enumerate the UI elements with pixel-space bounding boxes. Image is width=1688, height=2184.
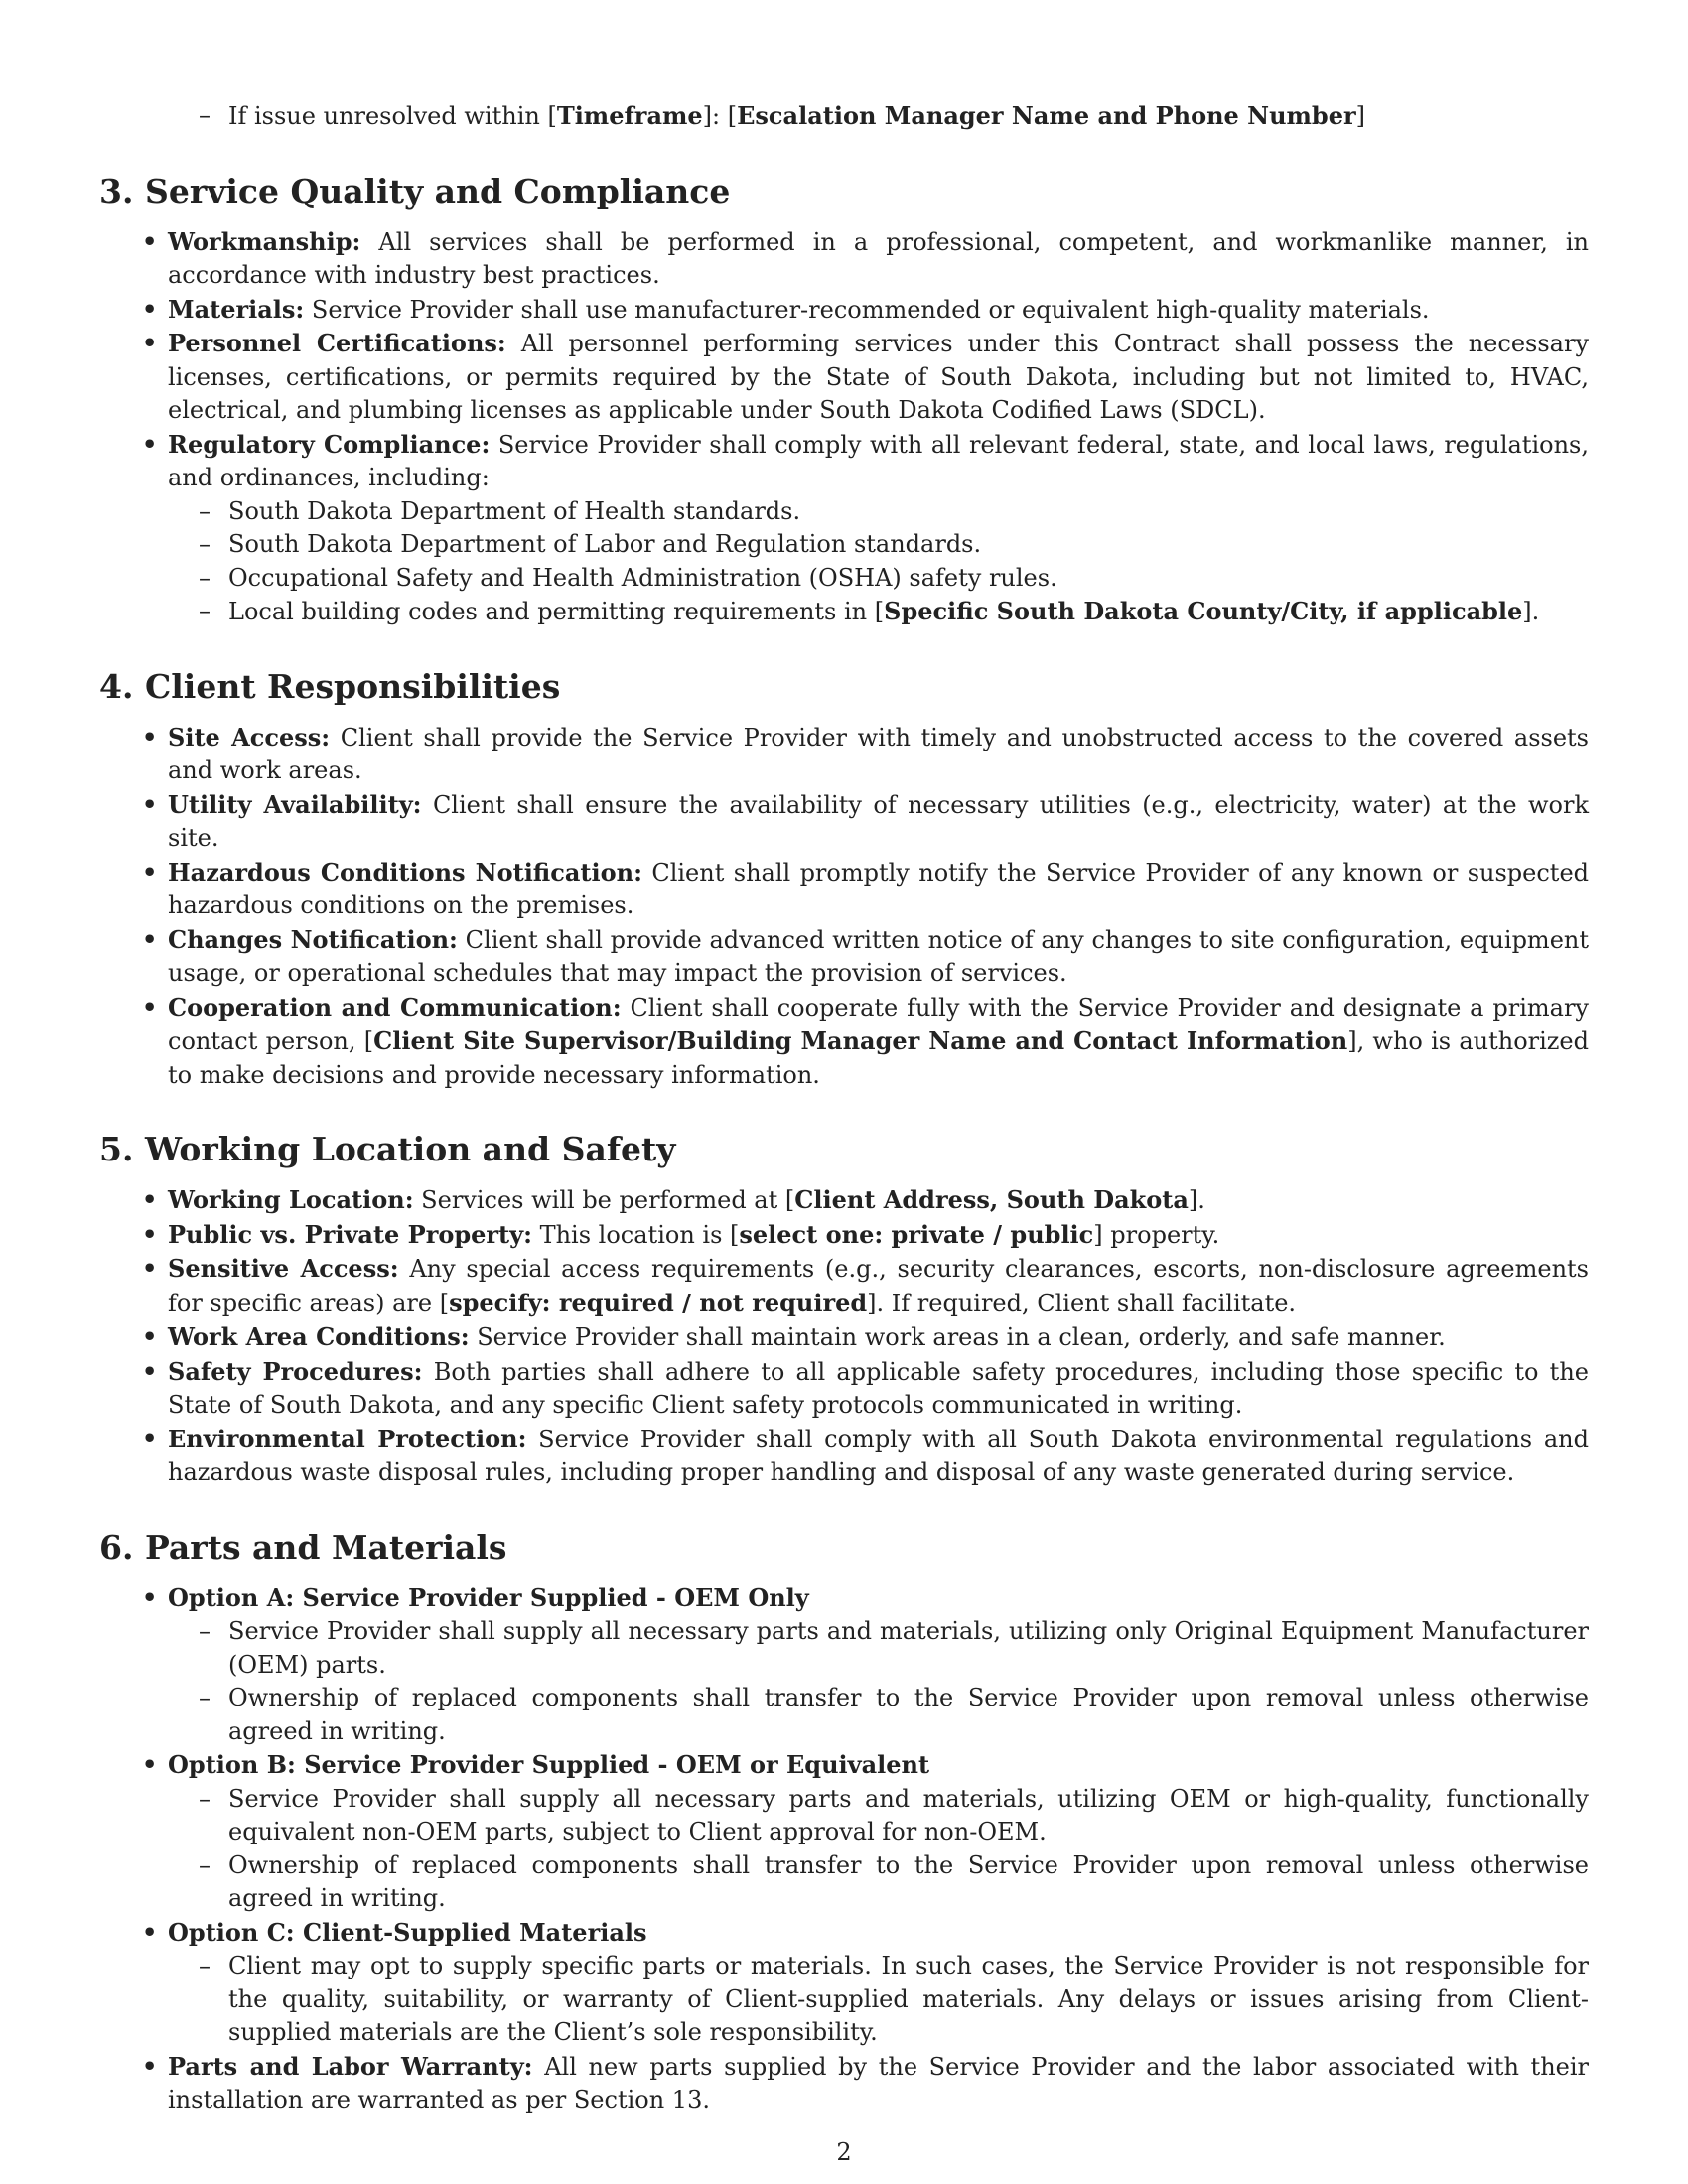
- bullet-marker: •: [142, 226, 158, 256]
- bullet-marker: •: [142, 1322, 158, 1351]
- list-item-utility: • Utility Availability: Client shall ensure the availability of necessary utilities (e.g., electricity, water) at the work site.: [142, 789, 1590, 852]
- bullet-marker: •: [142, 1424, 158, 1453]
- bullet-marker: •: [142, 1356, 158, 1386]
- bullet-marker: •: [142, 722, 158, 751]
- bullet-marker: •: [142, 992, 158, 1022]
- section-6-list: [142, 1581, 1589, 2117]
- list-item-site-access: • Site Access: Client shall provide the Service Provider with timely and unobstructed access to the covered assets and work areas.: [142, 722, 1589, 784]
- bullet-marker: •: [142, 857, 158, 887]
- bullet-marker: •: [142, 1582, 158, 1612]
- list-item-sensitive: • Sensitive Access: Any special access requirements (e.g., security clearances, escorts, non-disclosure agreements for specific areas) are [specify: required / not required]. If required, Client shall facilitate.: [142, 1254, 1589, 1317]
- sub-item: – Service Provider shall supply all necessary parts and materials, utilizing OEM or high-quality, functionally equivalent non-OEM parts, subject to Client approval for non-OEM.: [199, 1784, 1589, 1845]
- list-item-option-c: • Option C: Client-Supplied Materials – Client may opt to supply specific parts or materials. In such cases, the Service Provider is not responsible for the quality, suitability, or warranty of Client-supplied materials. Any delays or issues arising from Client-supplied materials are the Client’s sole responsibility.: [168, 1916, 1589, 2050]
- section-3-list: [142, 225, 1590, 629]
- escalation-sub-item: – If issue unresolved within [Timeframe]: [Escalation Manager Name and Phone Number]: [228, 99, 1589, 134]
- dash-marker: –: [199, 1784, 211, 1813]
- dash-marker: –: [199, 1617, 211, 1645]
- section-6-heading: 6. Parts and Materials: [99, 1527, 507, 1567]
- dash-marker: –: [199, 496, 211, 525]
- list-item-materials: • Materials: Service Provider shall use manufacturer-recommended or equivalent high-quality materials.: [168, 293, 1589, 328]
- bullet-marker: •: [142, 2051, 158, 2081]
- sub-item: – South Dakota Department of Labor and Regulation standards.: [228, 528, 1589, 562]
- section-4-heading: 4. Client Responsibilities: [99, 666, 561, 706]
- option-c-sublist: [199, 1950, 1589, 2050]
- sub-item: – South Dakota Department of Health standards.: [228, 495, 1589, 529]
- bullet-marker: •: [142, 1917, 158, 1947]
- list-item-option-b: • Option B: Service Provider Supplied - OEM or Equivalent – Service Provider shall supply all necessary parts and materials, utilizing OEM or high-quality, functionally equivalent non-OEM parts, subject to Client approval for non-OEM. – Ownership of replaced components shall transfer to the Service Provider upon removal unless otherwise agreed in writing.: [168, 1748, 1589, 1916]
- bullet-marker: •: [142, 924, 158, 954]
- bullet-marker: •: [142, 329, 158, 357]
- bullet-marker: •: [142, 789, 158, 819]
- sub-item: – Ownership of replaced components shall transfer to the Service Provider upon removal unless otherwise agreed in writing.: [199, 1850, 1589, 1912]
- dash-marker: –: [199, 1952, 211, 1979]
- dash-marker: –: [199, 530, 211, 558]
- list-item-hazardous: • Hazardous Conditions Notification: Client shall promptly notify the Service Provider of any known or suspected hazardous conditions on the premises.: [142, 857, 1590, 919]
- option-a-sublist: [199, 1615, 1589, 1748]
- list-item-option-a: • Option A: Service Provider Supplied - OEM Only – Service Provider shall supply all necessary parts and materials, utilizing only Original Equipment Manufacturer (OEM) parts. – Ownership of replaced components shall transfer to the Service Provider upon removal unless otherwise agreed in writing.: [168, 1581, 1589, 1749]
- list-item-regulatory: • Regulatory Compliance: Service Provider shall comply with all relevant federal, state, and local laws, regulations, and ordinances, including: – South Dakota Department of Health standards. – South Dakota Department of Labor and Regulation standards. – Occupational Safety and Health Administration (OSHA) safety rules. – Local building codes and permitting requirements in [Specific South Dakota County/City, if applicable].: [168, 428, 1589, 629]
- sub-item: – Local building codes and permitting requirements in [Specific South Dakota County/City, if applicable].: [228, 595, 1589, 629]
- sub-item: – Ownership of replaced components shall transfer to the Service Provider upon removal unless otherwise agreed in writing.: [199, 1684, 1589, 1745]
- bullet-marker: •: [142, 294, 158, 324]
- bullet-marker: •: [142, 1254, 158, 1283]
- section-5-heading: 5. Working Location and Safety: [99, 1130, 676, 1168]
- bullet-marker: •: [142, 1219, 158, 1249]
- bullet-marker: •: [142, 1750, 158, 1779]
- dash-marker: –: [199, 101, 211, 129]
- dash-marker: –: [199, 1684, 211, 1711]
- bullet-marker: •: [142, 1185, 158, 1214]
- list-item-location: • Working Location: Services will be performed at [Client Address, South Dakota].: [168, 1183, 1589, 1218]
- list-item-cooperation: • Cooperation and Communication: Client shall cooperate fully with the Service Provider and designate a primary contact person, [Client Site Supervisor/Building Manager Name and Contact Information], who is authorized to make decisions and provide necessary information.: [142, 992, 1589, 1089]
- section-5-list: [142, 1183, 1589, 1490]
- dash-marker: –: [199, 1850, 211, 1879]
- section-4-list: [142, 721, 1590, 1093]
- option-b-sublist: [199, 1783, 1589, 1916]
- list-item-safety: • Safety Procedures: Both parties shall adhere to all applicable safety procedures, including those specific to the State of South Dakota, and any specific Client safety protocols communicated in writing.: [142, 1356, 1589, 1419]
- bullet-marker: •: [142, 429, 158, 459]
- list-item-changes: • Changes Notification: Client shall provide advanced written notice of any changes to site configuration, equipment usage, or operational schedules that may impact the provision of services.: [142, 924, 1589, 987]
- section-3-heading: 3. Service Quality and Compliance: [99, 171, 731, 210]
- list-item-certifications: • Personnel Certifications: All personnel performing services under this Contract shall possess the necessary licenses, certifications, or permits required by the State of South Dakota, including but not limited to, HVAC, electrical, and plumbing licenses as applicable under South Dakota Codified Laws (SDCL).: [142, 329, 1590, 424]
- sub-item: – Service Provider shall supply all necessary parts and materials, utilizing only Original Equipment Manufacturer (OEM) parts.: [199, 1617, 1589, 1679]
- list-item-workmanship: • Workmanship: All services shall be performed in a professional, competent, and workmanlike manner, in accordance with industry best practices.: [142, 226, 1589, 289]
- dash-marker: –: [199, 563, 211, 592]
- sub-item: – Occupational Safety and Health Administration (OSHA) safety rules.: [228, 562, 1589, 596]
- list-item-property: • Public vs. Private Property: This location is [select one: private / public] property.: [168, 1218, 1589, 1253]
- page-number: 2: [836, 2138, 852, 2166]
- regulatory-sublist: [199, 495, 1589, 629]
- sub-item: – Client may opt to supply specific parts or materials. In such cases, the Service Provider is not responsible for the quality, suitability, or warranty of Client-supplied materials. Any delays or issues arising from Client-supplied materials are the Client’s sole responsibility.: [199, 1952, 1589, 2046]
- list-item-work-area: • Work Area Conditions: Service Provider shall maintain work areas in a clean, orderly, and safe manner.: [168, 1320, 1589, 1355]
- list-item-environmental: • Environmental Protection: Service Provider shall comply with all South Dakota environmental regulations and hazardous waste disposal rules, including proper handling and disposal of any waste generated during service.: [142, 1424, 1589, 1486]
- dash-marker: –: [199, 597, 211, 624]
- list-item-warranty: • Parts and Labor Warranty: All new parts supplied by the Service Provider and the labor associated with their installation are warranted as per Section 13.: [142, 2051, 1589, 2114]
